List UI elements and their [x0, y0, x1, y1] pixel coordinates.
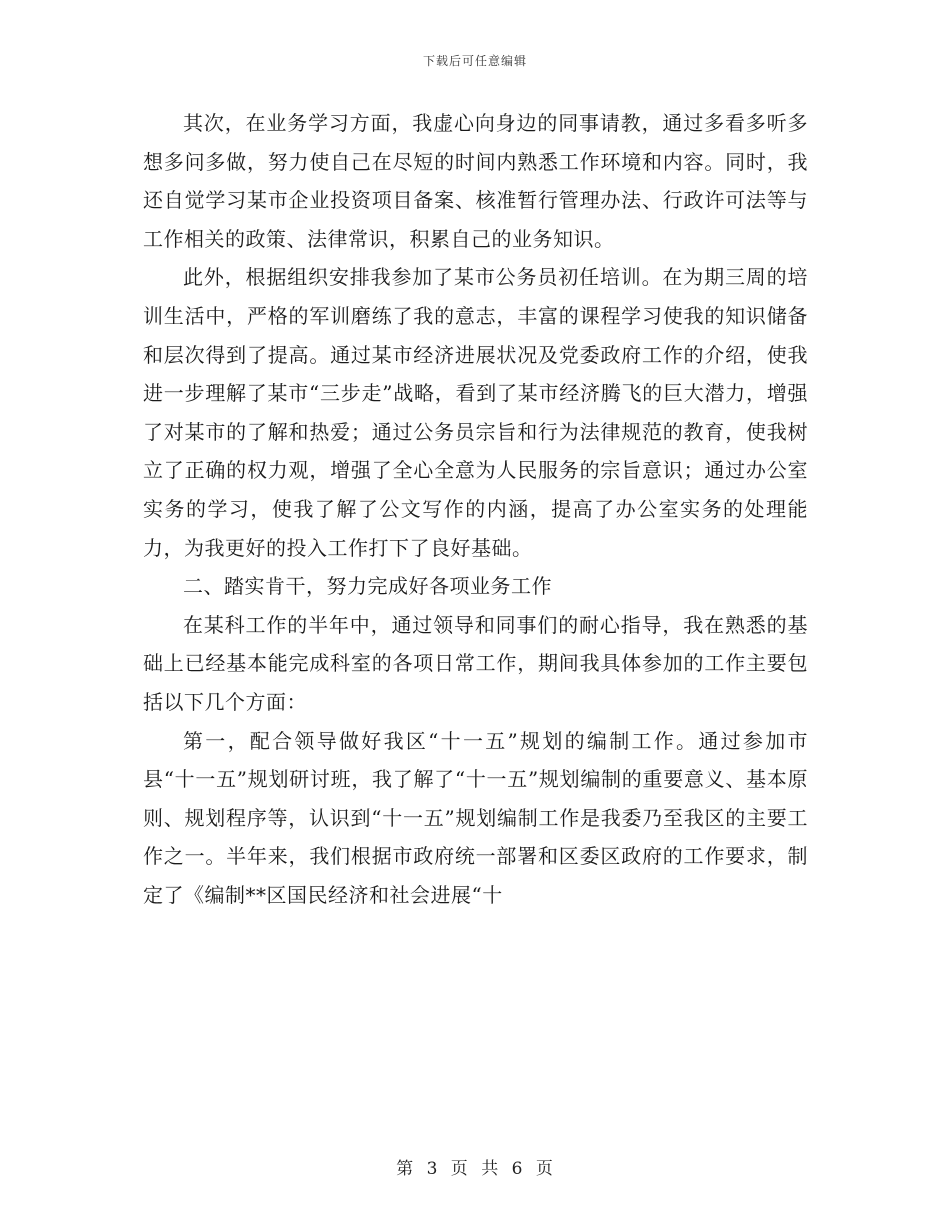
- page-header: 下载后可任意编辑: [422, 54, 527, 68]
- document-body: [143, 104, 808, 914]
- page-number: 第 3 页 共 6 页: [396, 1159, 554, 1179]
- paragraph-training: 此外，根据组织安排我参加了某市公务员初任培训。在为期三周的培训生活中，严格的军训磨练了我的意志，丰富的课程学习使我的知识储备和层次得到了提高。通过某市经济进展状况及党委政府工作的介绍，使我进一步理解了某市“三步走”战略，看到了某市经济腾飞的巨大潜力，增强了对某市的了解和热爱；通过公务员宗旨和行为法律规范的教育，使我树立了正确的权力观，增强了全心全意为人民服务的宗旨意识；通过办公室实务的学习，使我了解了公文写作的内涵，提高了办公室实务的处理能力，为我更好的投入工作打下了良好基础。: [143, 265, 808, 560]
- section-heading-2: 二、踏实肯干，努力完成好各项业务工作: [183, 574, 552, 599]
- paragraph-work-overview: 在某科工作的半年中，通过领导和同事们的耐心指导，我在熟悉的基础上已经基本能完成科室的各项日常工作，期间我具体参加的工作主要包括以下几个方面：: [143, 612, 808, 714]
- paragraph-first-item: 第一，配合领导做好我区“十一五”规划的编制工作。通过参加市县“十一五”规划研讨班，我了解了“十一五”规划编制的重要意义、基本原则、规划程序等，认识到“十一五”规划编制工作是我委乃至我区的主要工作之一。半年来，我们根据市政府统一部署和区委区政府的工作要求，制定了《编制**区国民经济和社会进展“十: [143, 728, 808, 907]
- paragraph-business-study: 其次，在业务学习方面，我虚心向身边的同事请教，通过多看多听多想多问多做，努力使自己在尽短的时间内熟悉工作环境和内容。同时，我还自觉学习某市企业投资项目备案、核准暂行管理办法、行政许可法等与工作相关的政策、法律常识，积累自己的业务知识。: [143, 111, 808, 251]
